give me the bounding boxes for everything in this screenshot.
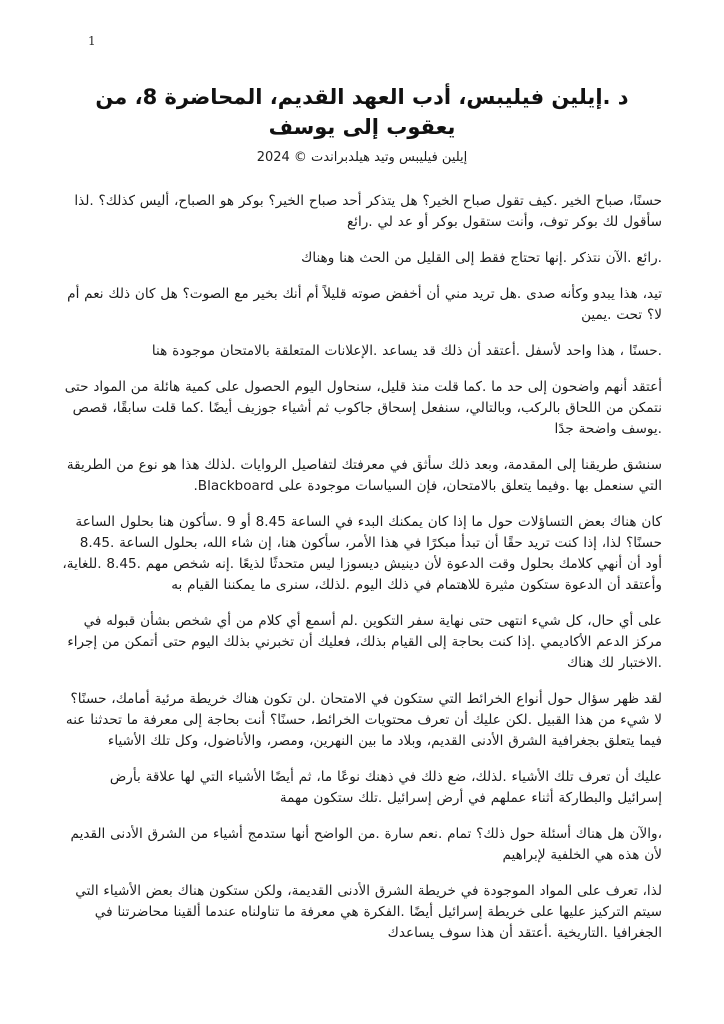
- paragraph-6: سنشق طريقنا إلى المقدمة، وبعد ذلك سأثق في معرفتك لتفاصيل الروايات .لذلك هذا هو نوع من الطريقة التي سنعمل بها .وفيما يتعلق بالامتحان، فإن السياسات موجودة على Blackboard.: [66, 457, 662, 495]
- paragraph-11: ،والآن هل هناك أسئلة حول ذلك؟ تمام .نعم سارة .من الواضح أنها ستدمج أشياء من الشرق الأدنى القديم لأن هذه هي الخلفية لإبراهيم: [70, 826, 662, 864]
- copyright-line: إيلين فيليبس وتيد هيلدبراندت © 2024: [256, 149, 468, 165]
- paragraph-3: تيد، هذا يبدو وكأنه صدى .هل تريد مني أن أخفض صوته قليلاً أم أنك بخير مع الصوت؟ هل كان ذلك نعم أم لا؟ تحت .يمين: [67, 286, 662, 324]
- paragraph-9: لقد ظهر سؤال حول أنواع الخرائط التي ستكون في الامتحان .لن تكون هناك خريطة مرئية أمامك، حسنًا؟ لا شيء من هذا القبيل .لكن عليك أن تعرف محتويات الخرائط، حسنًا؟ أنت بحاجة إلى معرفة ما تحدثنا عنه فيما يتعلق بجغرافية الشرق الأدنى القديم، وبلاد ما بين النهرين، ومصر، والأناضول، وكل تلك الأشياء: [65, 691, 662, 750]
- document-body: [62, 191, 662, 944]
- paragraph-4: .حسنًا ، هذا واحد لأسفل .أعتقد أن ذلك قد يساعد .الإعلانات المتعلقة بالامتحان موجودة هنا: [151, 343, 662, 360]
- paragraph-1: حسنًا، صباح الخير .كيف تقول صباح الخير؟ هل يتذكر أحد صباح الخير؟ بوكر هو الصباح، أليس كذلك؟ .لذا سأقول لك بوكر توف، وأنت ستقول بوكر أو عد لي .رائع: [74, 193, 662, 231]
- paragraph-12: لذا، تعرف على المواد الموجودة في خريطة الشرق الأدنى القديمة، ولكن ستكون هناك بعض الأشياء التي سيتم التركيز عليها على خريطة إسرائيل أيضًا .الفكرة هي معرفة ما تناولناه عندما ألقينا محاضرتنا في الجغرافيا .التاريخية .أعتقد أن هذا سوف يساعدك: [75, 883, 662, 942]
- document-content: [62, 82, 662, 959]
- page-number: 1: [88, 34, 96, 48]
- paragraph-5: أعتقد أنهم واضحون إلى حد ما .كما قلت منذ قليل، سنحاول اليوم الحصول على كمية هائلة من المواد حتى نتمكن من اللحاق بالركب، وبالتالي، سنفعل إسحاق جاكوب ثم أشياء جوزيف أيضًا .كما قلت سابقًا، قصص .يوسف واضحة جدًا: [64, 379, 662, 438]
- document-title: د .إيلين فيليبس، أدب العهد القديم، المحاضرة 8، من يعقوب إلى يوسف: [95, 85, 629, 140]
- paragraph-7: كان هناك بعض التساؤلات حول ما إذا كان يمكنك البدء في الساعة 8.45 أو 9 .سأكون هنا بحلول الساعة حسنًا؟ لذا، إذا كنت تريد حقًا أن تبدأ مبكرًا في هذا الأمر، سأكون هنا، إن شاء الله، بحلول الساعة .8.45 أود أن أنهي كلامك بحلول وقت الدعوة لأن دينيش ديسوزا ليس متحدثًا لذيعًا .إنه شخص مهم .8.45 .للغاية، وأعتقد أن الدعوة ستكون مثيرة للاهتمام في ذلك اليوم .لذلك، سنرى ما يمكننا القيام به: [62, 514, 662, 594]
- paragraph-8: على أي حال، كل شيء انتهى حتى نهاية سفر التكوين .لم أسمع أي كلام من أي شخص بشأن قبوله في مركز الدعم الأكاديمي .إذا كنت بحاجة إلى القيام بذلك، فعليك أن تخبرني بذلك اليوم حتى أتمكن من إجراء .الاختبار لك هناك: [67, 613, 662, 672]
- paragraph-10: عليك أن تعرف تلك الأشياء .لذلك، ضع ذلك في ذهنك نوعًا ما، ثم أيضًا الأشياء التي لها علاقة بأرض إسرائيل والبطاركة أثناء عملهم في أرض إسرائيل .تلك ستكون مهمة: [109, 769, 662, 807]
- paragraph-2: .رائع .الآن نتذكر .إنها تحتاج فقط إلى القليل من الحث هنا وهناك: [301, 250, 662, 267]
